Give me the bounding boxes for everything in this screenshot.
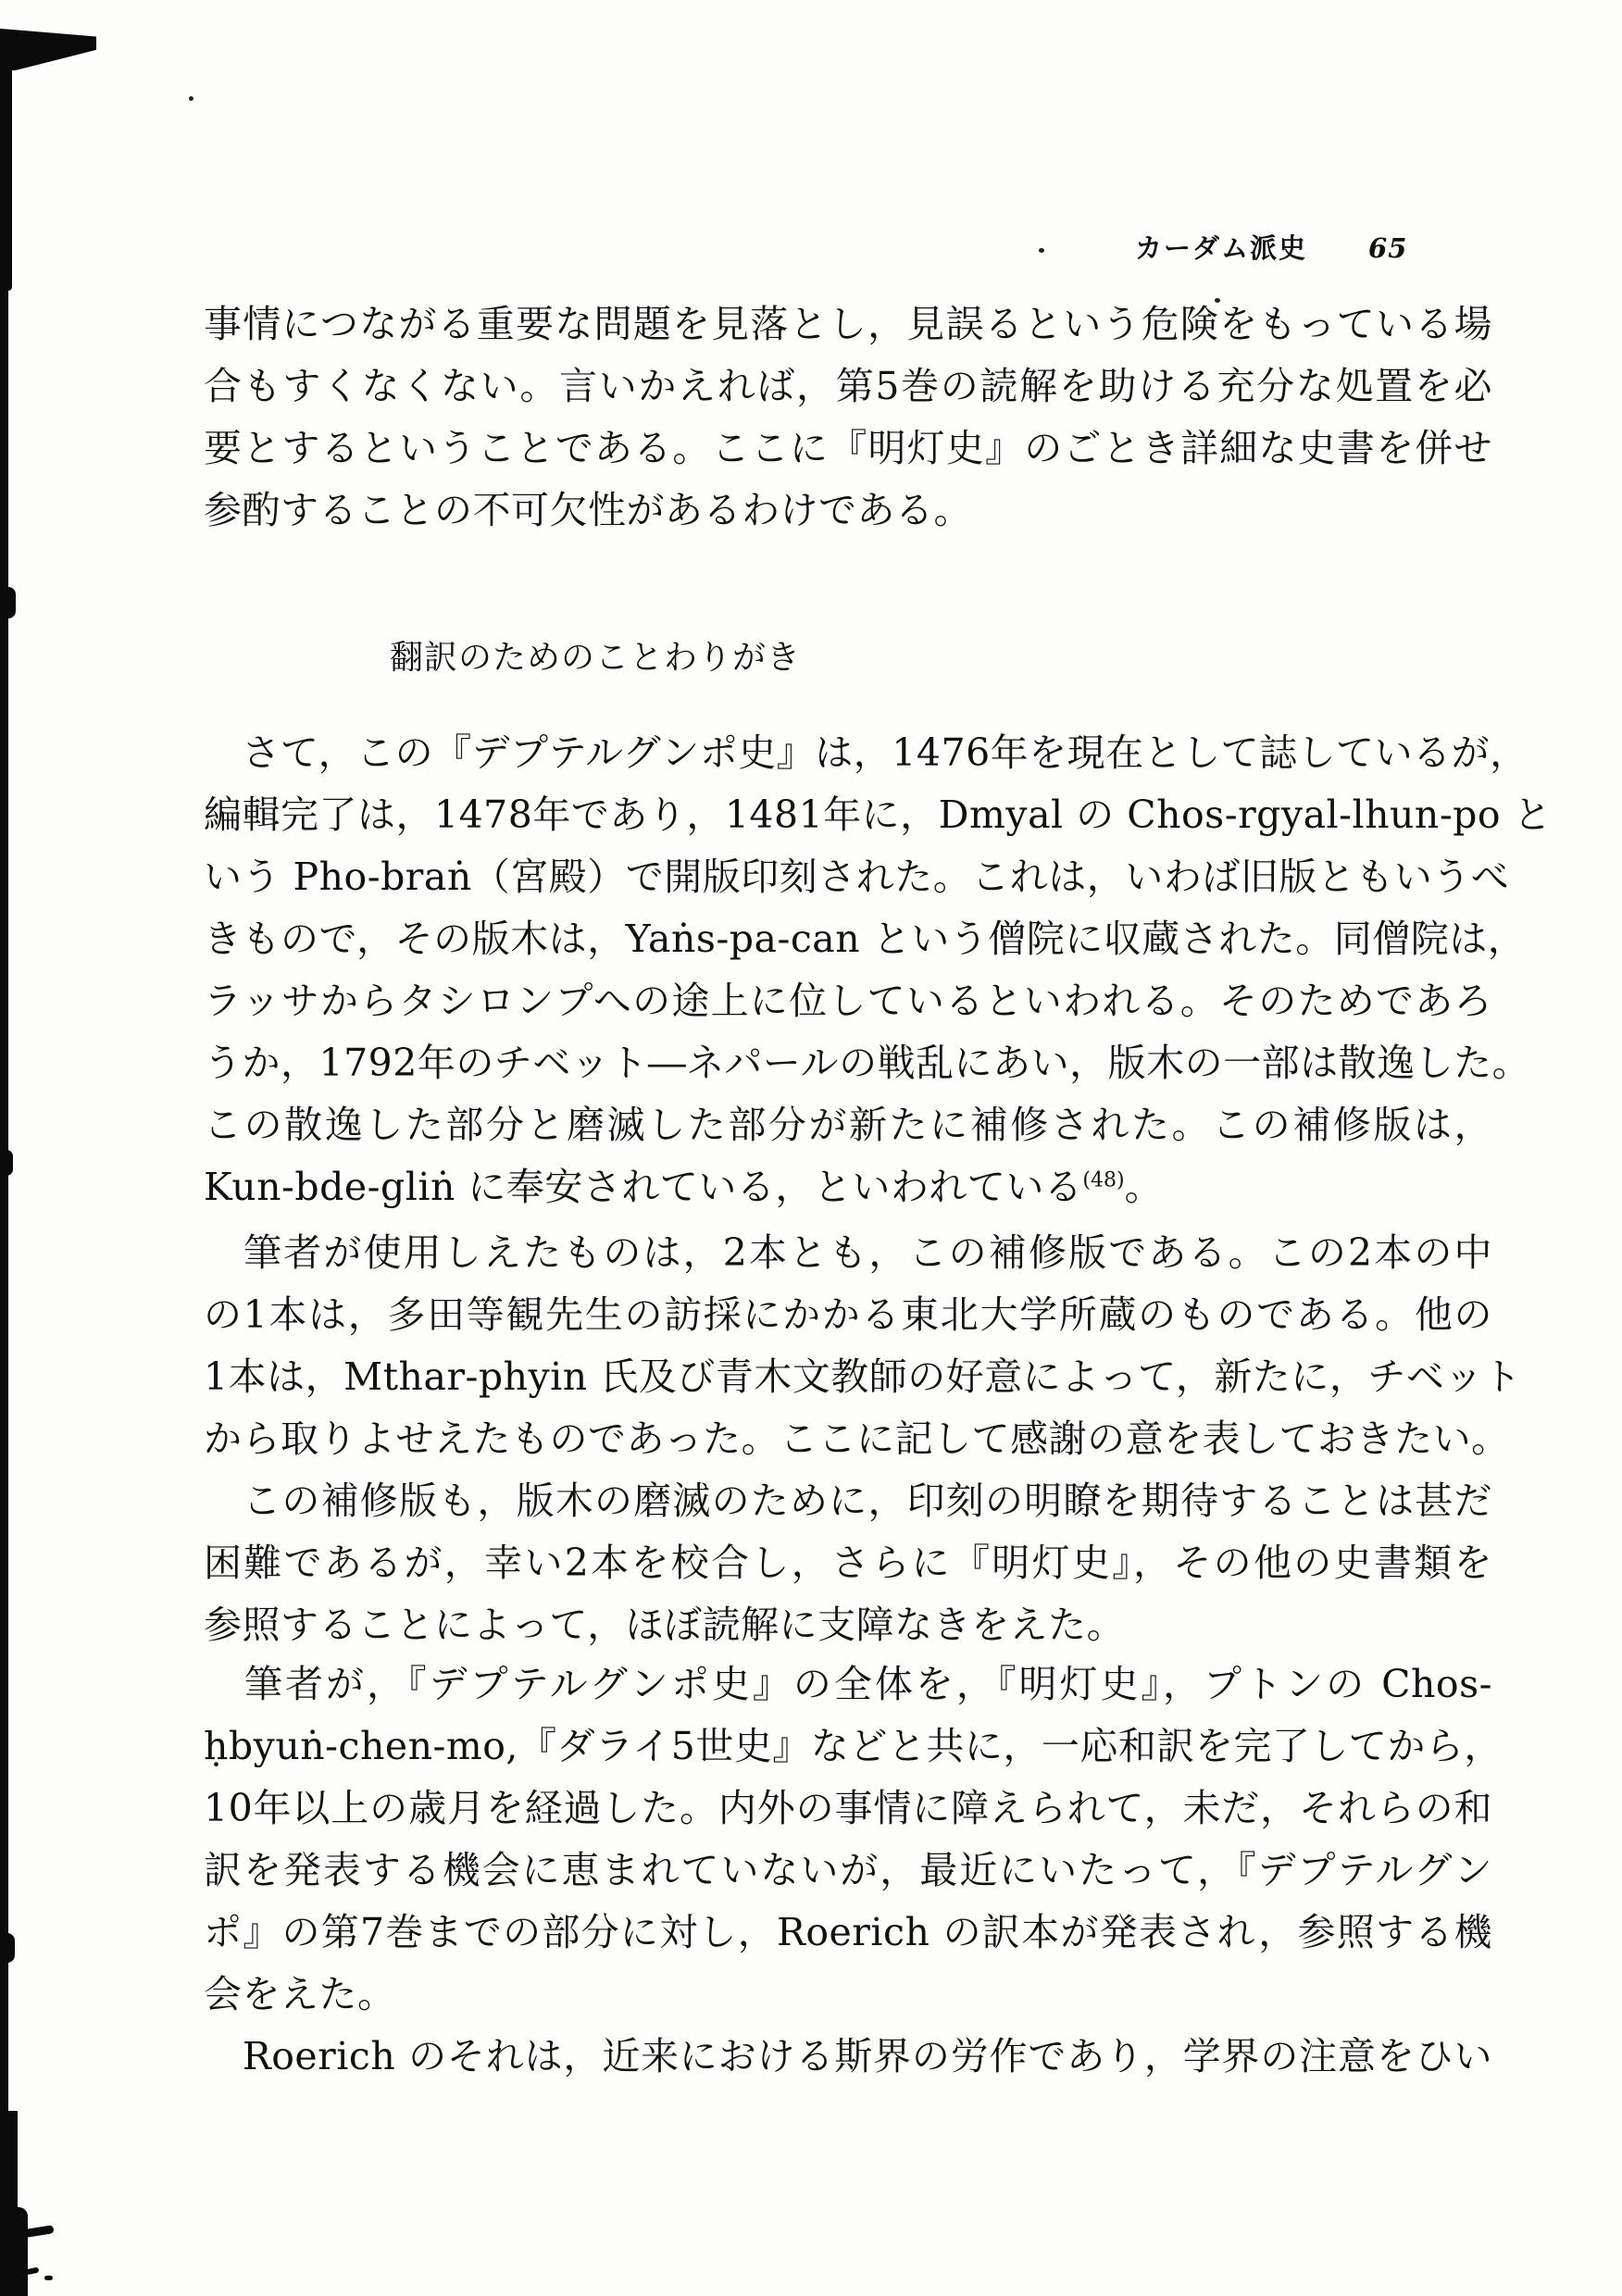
text-segment: Kun-bde-gliṅ に奉安されている，といわれている [204, 1165, 1083, 1209]
footnote-ref: (48) [1082, 1168, 1125, 1192]
text-line: 筆者が使用しえたものは，2本とも，この補修版である。この2本の中 [204, 1230, 1492, 1275]
scan-artifact-speck [189, 96, 193, 101]
text-line: 1本は，Mthar-phyin 氏及び青木文教師の好意によって，新たに，チベット [204, 1354, 1522, 1399]
paragraph-translation-delay [204, 1653, 1503, 2026]
text-segment: 。 [1124, 1165, 1164, 1209]
section-heading: 翻訳のためのことわりがき [390, 639, 802, 677]
scan-artifact-bump [0, 1150, 13, 1176]
text-line: の1本は，多田等観先生の訪採にかかる東北大学所蔵のものである。他の [204, 1292, 1492, 1337]
page-header [1135, 228, 1407, 266]
text-line: から取りよせえたものであった。ここに記して感謝の意を表しておきたい。 [204, 1416, 1510, 1461]
text-line: 10年以上の歳月を経過した。内外の事情に障えられて，未だ，それらの和 [204, 1786, 1492, 1830]
text-line: 合もすくなくない。言いかえれば，第5巻の読解を助ける充分な処置を必 [204, 364, 1492, 408]
text-line: 会をえた。 [204, 1972, 396, 2016]
scan-artifact-smudge [44, 2276, 53, 2280]
paragraph-collation [204, 1470, 1492, 1656]
scan-artifact-smudge [26, 2267, 40, 2276]
text-line: 困難であるが，幸い2本を校合し，さらに『明灯史』，その他の史書類を [204, 1541, 1492, 1585]
text-line: きもので，その版木は，Yaṅs-pa-can という僧院に収蔵された。同僧院は， [204, 917, 1527, 961]
page-number: 65 [1368, 232, 1408, 264]
text-line: 参酌することの不可欠性があるわけである。 [204, 488, 972, 532]
text-line: ḥbyuṅ-chen-mo,『ダライ5世史』などと共に，一応和訳を完了してから， [204, 1724, 1503, 1768]
paragraph-copies-used [204, 1222, 1522, 1470]
text-line: ポ』の第7巻までの部分に対し，Roerich の訳本が発表され，参照する機 [204, 1910, 1492, 1954]
scan-artifact-corner-wedge [0, 26, 96, 70]
text-line: ラッサからタシロンプへの途上に位しているといわれる。そのためであろ [204, 979, 1492, 1023]
text-line: さて，この『デプテルグンポ史』は，1476年を現在として誌しているが， [204, 730, 1528, 775]
scan-artifact-bump [0, 1933, 15, 1963]
text-line: この補修版も，版木の磨滅のために，印刻の明瞭を期待することは甚だ [204, 1479, 1492, 1523]
text-line: いう Pho-braṅ（宮殿）で開版印刻された。これは，いわば旧版ともいうべ [204, 855, 1510, 899]
paragraph-printing-history [204, 722, 1553, 1218]
scan-artifact-corner-blob [0, 2207, 28, 2296]
text-line: この散逸した部分と磨滅した部分が新たに補修された。この補修版は， [204, 1103, 1492, 1147]
text-line: Roerich のそれは，近来における斯界の労作であり，学界の注意をひい [204, 2034, 1492, 2078]
text-line-with-footnote [204, 1156, 1492, 1218]
text-line: 要とするということである。ここに『明灯史』のごとき詳細な史書を併せ [204, 426, 1492, 470]
scan-artifact-bump [0, 587, 16, 618]
running-title: カーダム派史 [1135, 232, 1308, 264]
paragraph-roerich [204, 2026, 1492, 2088]
text-line: 事情につながる重要な問題を見落とし，見誤るという危険をもっている場 [204, 302, 1492, 346]
scan-artifact-gutter-top [0, 41, 12, 291]
paragraph-intro [204, 293, 1492, 542]
text-line: 訳を発表する機会に恵まれていないが，最近にいたって，『デプテルグン [204, 1848, 1492, 1892]
text-line: 編輯完了は，1478年であり，1481年に，Dmyal の Chos-rgyal-lhun-po と [204, 792, 1553, 837]
text-line: 参照することによって，ほぼ読解に支障なきをえた。 [204, 1603, 1126, 1647]
text-line: うか，1792年のチベット―ネパールの戦乱にあい，版木の一部は散逸した。 [204, 1041, 1531, 1085]
scan-artifact-speck [1039, 248, 1044, 253]
text-line: 筆者が，『デプテルグンポ史』の全体を，『明灯史』，プトンの Chos- [204, 1662, 1492, 1706]
